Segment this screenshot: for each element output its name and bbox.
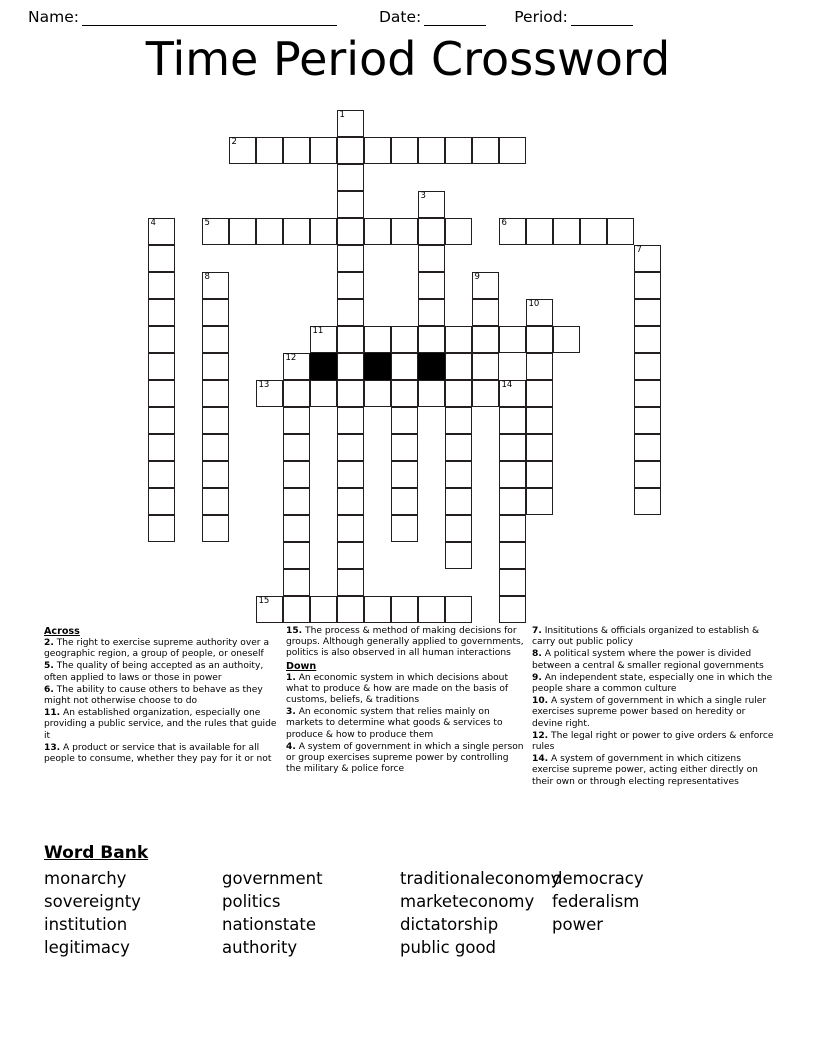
crossword-cell[interactable] [445,542,472,569]
clue-number: 15. [286,626,303,636]
crossword-cell[interactable] [499,515,526,542]
word-bank-word[interactable]: institution [44,915,128,934]
crossword-cell[interactable] [148,245,175,272]
crossword-cell[interactable] [472,326,499,353]
crossword-cell[interactable] [472,353,499,380]
clue-number: 6. [44,684,54,695]
crossword-cell[interactable] [499,407,526,434]
crossword-cell-number: 14 [501,380,513,390]
crossword-cell[interactable] [337,191,364,218]
clue-item [286,742,524,776]
crossword-cell[interactable] [337,164,364,191]
crossword-cell[interactable] [283,137,310,164]
clue-number: 5. [44,661,54,672]
clue-item [286,673,524,707]
crossword-cell[interactable] [202,488,229,515]
word-bank-word[interactable]: power [552,915,603,934]
name-label: Name: [28,8,79,26]
crossword-cell[interactable] [499,542,526,569]
word-bank-word[interactable]: nationstate [222,915,316,934]
clue-text: Insititutions & officials organized to establish & carry out public policy [532,626,760,648]
crossword-cell[interactable] [634,488,661,515]
crossword-cell[interactable] [445,137,472,164]
crossword-cell[interactable] [526,299,553,326]
crossword-cell[interactable] [445,488,472,515]
clue-number: 4. [286,741,296,752]
crossword-cell[interactable] [499,434,526,461]
clue-text: An established organization, especially one providing a public service, and the rules that guide it [44,708,277,741]
crossword-cell[interactable] [202,461,229,488]
crossword-cell[interactable] [472,299,499,326]
crossword-cell[interactable] [364,380,391,407]
crossword-cell[interactable] [256,218,283,245]
clue-number: 13. [44,742,61,753]
crossword-cell[interactable] [634,272,661,299]
crossword-cell[interactable] [283,218,310,245]
crossword-cell[interactable] [202,380,229,407]
crossword-cell[interactable] [472,272,499,299]
crossword-cell[interactable] [148,218,175,245]
clue-item [532,649,778,671]
crossword-cell-number: 9 [474,272,480,282]
crossword-cell[interactable] [391,434,418,461]
crossword-cell[interactable] [499,326,526,353]
crossword-cell[interactable] [418,299,445,326]
crossword-cell[interactable] [418,245,445,272]
crossword-cell[interactable] [499,137,526,164]
crossword-cell[interactable] [634,245,661,272]
crossword-cell[interactable] [337,461,364,488]
crossword-blocked-cell [418,353,445,380]
clue-item [44,743,277,765]
crossword-cell[interactable] [418,596,445,623]
crossword-cell[interactable] [391,461,418,488]
clue-item [44,661,277,683]
crossword-cell[interactable] [337,353,364,380]
crossword-cell[interactable] [391,218,418,245]
crossword-cell[interactable] [526,407,553,434]
clues-section [44,626,784,826]
crossword-cell[interactable] [445,596,472,623]
word-bank-word[interactable]: monarchy [44,869,127,888]
crossword-blocked-cell [364,353,391,380]
crossword-cell[interactable] [526,488,553,515]
crossword-cell[interactable] [445,380,472,407]
crossword-cell[interactable] [391,515,418,542]
crossword-cell[interactable] [337,272,364,299]
crossword-cell-number: 2 [231,137,237,147]
crossword-cell[interactable] [148,272,175,299]
clue-item [44,685,277,707]
crossword-cell[interactable] [202,353,229,380]
crossword-cell[interactable] [472,380,499,407]
clue-text: A product or service that is available for all people to consume, whether they pay for it or not [44,742,272,765]
crossword-cell[interactable] [310,326,337,353]
crossword-cell[interactable] [283,515,310,542]
crossword-cell[interactable] [445,515,472,542]
crossword-cell[interactable] [337,407,364,434]
word-bank [44,843,784,959]
crossword-cell[interactable] [526,353,553,380]
crossword-cell[interactable] [148,380,175,407]
word-bank-column [552,867,702,959]
crossword-cell[interactable] [526,380,553,407]
clues-column-2 [286,626,524,776]
crossword-cell[interactable] [283,407,310,434]
across-heading: Across [44,626,80,637]
clue-number: 9. [532,672,542,683]
crossword-cell[interactable] [499,488,526,515]
crossword-cell[interactable] [634,353,661,380]
crossword-cell-number: 7 [636,245,642,255]
crossword-cell[interactable] [256,137,283,164]
crossword-cell[interactable] [148,326,175,353]
clue-item [532,626,778,648]
crossword-cell[interactable] [472,137,499,164]
crossword-cell-number: 13 [258,380,270,390]
crossword-cell[interactable] [337,110,364,137]
clue-number: 7. [532,626,542,636]
down-heading: Down [286,660,317,672]
crossword-cell[interactable] [148,488,175,515]
crossword-cell[interactable] [607,218,634,245]
crossword-cell[interactable] [499,569,526,596]
clue-number: 14. [532,754,549,765]
word-bank-word[interactable]: traditionaleconomy [400,869,561,888]
crossword-cell[interactable] [391,326,418,353]
clue-text: An independent state, especially one in which the people share a common culture [532,672,773,695]
crossword-cell[interactable] [499,218,526,245]
crossword-cell[interactable] [283,596,310,623]
crossword-cell[interactable] [337,326,364,353]
crossword-cell[interactable] [364,596,391,623]
crossword-cell[interactable] [391,380,418,407]
crossword-cell[interactable] [499,380,526,407]
clue-text: An economic system in which decisions about what to produce & how are made on the basis of customs, beliefs, & traditions [286,672,509,706]
clue-number: 1. [286,672,296,683]
crossword-cell[interactable] [634,326,661,353]
crossword-cell[interactable] [499,596,526,623]
crossword-cell[interactable] [337,488,364,515]
crossword-cell[interactable] [445,326,472,353]
word-bank-word[interactable]: dictatorship [400,915,499,934]
crossword-cell[interactable] [337,245,364,272]
crossword-cell[interactable] [148,515,175,542]
crossword-cell[interactable] [634,380,661,407]
crossword-cell[interactable] [283,542,310,569]
word-bank-word[interactable]: sovereignty [44,892,141,911]
crossword-cell[interactable] [418,380,445,407]
crossword-cell[interactable] [337,569,364,596]
crossword-cell[interactable] [283,461,310,488]
page-title: Time Period Crossword [145,32,671,86]
crossword-blocked-cell [310,353,337,380]
clue-text: The right to exercise supreme authority over a geographic region, a group of people, or oneself [44,638,270,660]
clues-column-1 [44,626,277,766]
crossword-cell[interactable] [391,488,418,515]
clue-item [44,638,277,660]
crossword-cell[interactable] [634,434,661,461]
crossword-cell[interactable] [202,407,229,434]
crossword-cell[interactable] [553,326,580,353]
crossword-cell[interactable] [283,488,310,515]
crossword-cell[interactable] [391,353,418,380]
crossword-cell[interactable] [364,326,391,353]
crossword-cell[interactable] [148,407,175,434]
word-bank-word[interactable]: federalism [552,892,640,911]
clue-item [532,673,778,695]
crossword-cell[interactable] [391,596,418,623]
crossword-cell[interactable] [337,515,364,542]
clue-number: 11. [44,708,61,719]
crossword-cell[interactable] [148,461,175,488]
crossword-cell[interactable] [337,596,364,623]
crossword-cell[interactable] [553,218,580,245]
crossword-cell[interactable] [148,299,175,326]
crossword-cell[interactable] [337,299,364,326]
crossword-cell[interactable] [310,380,337,407]
period-label: Period: [514,8,568,26]
crossword-cell[interactable] [499,461,526,488]
word-bank-word[interactable]: government [222,869,323,888]
clue-number: 10. [532,696,549,707]
crossword-cell-number: 15 [258,596,270,606]
clue-item [44,708,277,742]
word-bank-word[interactable]: public good [400,938,497,957]
crossword-cell-number: 4 [150,218,156,228]
crossword-cell[interactable] [202,218,229,245]
clue-item [532,696,778,730]
crossword-cell[interactable] [634,461,661,488]
clue-text: The process & method of making decisions for groups. Although generally applied to governments, politics is also observed in all human interactions [286,626,524,659]
clue-item [532,731,778,753]
crossword-cell[interactable] [580,218,607,245]
crossword-cell-number: 8 [204,272,210,282]
crossword-cell[interactable] [283,380,310,407]
word-bank-column [222,867,400,959]
crossword-cell[interactable] [283,434,310,461]
clue-text: A system of government in which a single ruler exercises supreme power based on heredity or devine right. [532,696,767,729]
crossword-cell[interactable] [445,461,472,488]
crossword-cell[interactable] [526,461,553,488]
clue-number: 12. [532,730,549,741]
clue-number: 3. [286,707,296,718]
clue-item [286,626,524,660]
crossword-cell[interactable] [418,191,445,218]
crossword-cell[interactable] [337,137,364,164]
clue-text: An economic system that relies mainly on markets to determine what goods & services to produce & how to produce them [286,707,503,740]
crossword-cell-number: 3 [420,191,426,201]
crossword-cell[interactable] [445,407,472,434]
crossword-cell-number: 10 [528,299,540,309]
crossword-cell[interactable] [202,515,229,542]
clue-text: A system of government in which citizens exercise supreme power, acting either directly on their own or through electing representatives [532,754,758,787]
crossword-cell[interactable] [364,218,391,245]
clue-text: The quality of being accepted as an authoity, often applied to laws or those in power [44,661,264,683]
word-bank-title: Word Bank [44,843,149,863]
crossword-cell[interactable] [283,569,310,596]
word-bank-word[interactable]: authority [222,938,298,957]
crossword-cell-number: 5 [204,218,210,228]
crossword-cell[interactable] [445,434,472,461]
crossword-cell[interactable] [310,596,337,623]
clue-item [286,707,524,741]
crossword-cell[interactable] [310,218,337,245]
crossword-cell[interactable] [202,299,229,326]
word-bank-word[interactable]: legitimacy [44,938,130,957]
crossword-cell[interactable] [634,299,661,326]
crossword-cell[interactable] [256,380,283,407]
crossword-cell[interactable] [364,137,391,164]
crossword-cell[interactable] [418,137,445,164]
crossword-cell[interactable] [229,137,256,164]
crossword-cell[interactable] [418,218,445,245]
crossword-cell[interactable] [418,326,445,353]
date-label: Date: [378,8,422,26]
clue-number: 8. [532,649,542,660]
crossword-cell[interactable] [337,380,364,407]
clue-item [532,754,778,788]
crossword-cell[interactable] [202,326,229,353]
crossword-cell[interactable] [418,272,445,299]
crossword-cell-number: 6 [501,218,507,228]
crossword-cell[interactable] [283,353,310,380]
word-bank-column [44,867,222,959]
clue-text: The legal right or power to give orders & enforce rules [532,730,774,753]
word-bank-column [400,867,561,959]
crossword-cell[interactable] [148,434,175,461]
clue-text: A political system where the power is divided between a central & smaller regional governments [532,649,764,671]
crossword-cell[interactable] [256,596,283,623]
crossword-cell[interactable] [391,407,418,434]
crossword-cell-number: 11 [312,326,324,336]
crossword-cell[interactable] [202,272,229,299]
word-bank-word[interactable]: politics [222,892,281,911]
clue-text: A system of government in which a single person or group exercises supreme power by controlling the military & police force [286,741,524,775]
clue-number: 2. [44,638,54,648]
crossword-cell[interactable] [310,137,337,164]
crossword-cell[interactable] [202,434,229,461]
crossword-cell-number: 1 [339,110,345,120]
word-bank-word[interactable]: marketeconomy [400,892,535,911]
crossword-cell[interactable] [526,434,553,461]
crossword-cell[interactable] [526,326,553,353]
crossword-cell[interactable] [148,353,175,380]
word-bank-word[interactable]: democracy [552,869,644,888]
crossword-cell[interactable] [445,218,472,245]
clue-text: The ability to cause others to behave as they might not otherwise choose to do [44,684,263,707]
crossword-cell[interactable] [337,434,364,461]
crossword-cell[interactable] [526,218,553,245]
crossword-cell[interactable] [634,407,661,434]
word-bank-columns [44,867,784,959]
crossword-cell[interactable] [391,137,418,164]
crossword-cell[interactable] [337,218,364,245]
crossword-cell[interactable] [337,542,364,569]
crossword-cell[interactable] [445,353,472,380]
clues-column-3 [532,626,778,789]
crossword-cell[interactable] [229,218,256,245]
crossword-cell-number: 12 [285,353,297,363]
